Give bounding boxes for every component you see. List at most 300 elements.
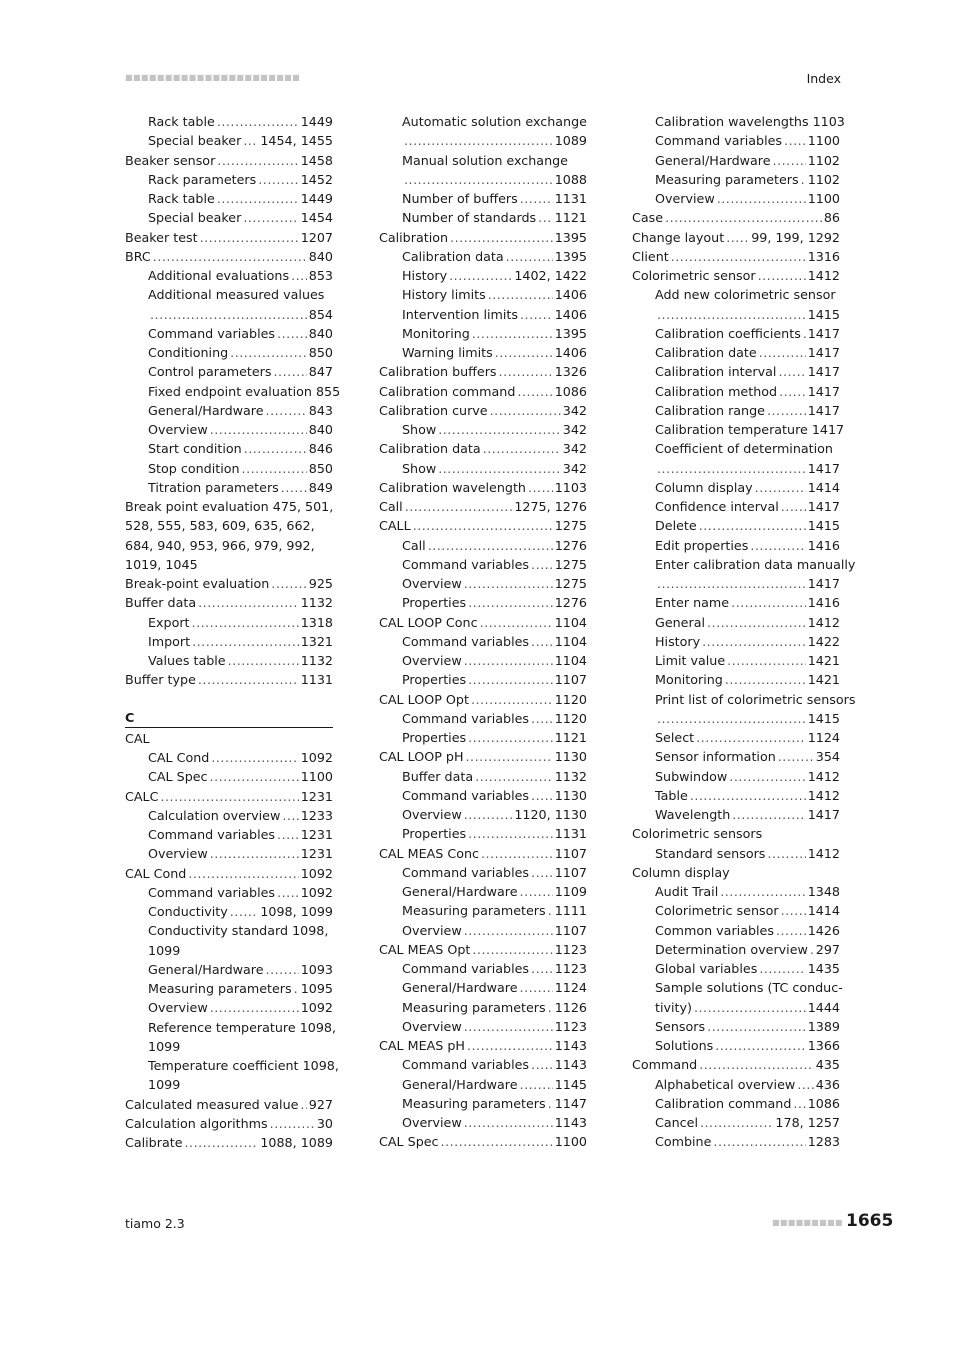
page-reference[interactable]: 1132 [554,768,587,784]
entry-term: General/Hardware [402,980,518,996]
index-subentry [632,151,840,170]
page-reference[interactable]: 1444 [807,999,840,1015]
page-reference[interactable]: 1121 [554,730,587,745]
entry-term: Show [402,422,437,437]
page-reference[interactable]: 1107 [554,922,587,938]
entry-term: Properties [402,730,467,745]
entry-line [655,670,840,689]
entry-line [402,112,587,131]
dot-leader [217,112,299,131]
entry-line [402,189,587,208]
index-entry [125,1095,333,1114]
page-reference[interactable]: 853 [308,268,333,283]
page-reference[interactable]: 1412 [807,614,840,630]
page-reference[interactable]: 1417 [807,499,840,514]
entry-line [148,632,333,651]
page-reference[interactable]: 1231 [300,788,333,804]
page-reference[interactable]: 1092 [300,750,333,765]
index-subentry [125,382,341,401]
entry-line [125,497,333,516]
page-reference[interactable]: 1104 [554,633,587,649]
page-reference[interactable]: 30 [316,1115,333,1131]
page-reference[interactable]: 850 [308,345,333,360]
page-reference[interactable]: 342 [562,402,587,418]
page-reference[interactable]: 1454, 1455 [260,133,333,149]
page-reference[interactable]: 1276 [554,537,587,553]
page-reference[interactable]: 1120 [554,710,587,726]
dot-leader [520,305,553,324]
index-entry [125,1133,333,1152]
page-reference[interactable]: 1435 [807,961,840,976]
entry-line [632,1055,840,1074]
page-reference[interactable]: 1100 [554,1134,587,1150]
dot-leader [750,536,805,555]
index-subentry [379,151,587,190]
entry-term: Conductivity [148,904,228,919]
dot-leader [702,632,806,651]
index-subentry [125,439,333,458]
index-subentry [632,478,840,497]
page-reference[interactable]: 1111 [554,903,587,919]
page-reference[interactable]: 1406 [554,287,587,303]
page-reference[interactable]: 1454 [300,210,333,226]
dot-leader [773,151,806,170]
dot-leader [438,420,561,439]
page-reference[interactable]: 843 [308,402,333,418]
page-reference[interactable]: 1120 [554,691,587,707]
index-subentry [125,1018,337,1057]
header-title: Index [806,71,841,86]
index-column-1 [125,112,341,1152]
index-subentry [379,998,587,1017]
page-reference[interactable]: 1395 [554,229,587,245]
page-reference[interactable]: 1426 [807,922,840,938]
index-subentry [632,131,840,150]
page-reference[interactable]: 1275, 1276 [514,499,587,514]
entry-term: Control parameters [148,364,272,380]
index-entry [379,1036,587,1055]
index-subentry [379,863,587,882]
entry-line [655,555,856,574]
page-reference[interactable]: 1395 [554,248,587,264]
index-subentry [632,805,840,824]
entry-term: Conditioning [148,345,229,360]
index-column-3 [632,112,856,1152]
index-subentry [125,324,333,343]
index-subentry [379,786,587,805]
page-reference[interactable]: 1147 [554,1095,587,1111]
entry-line [632,247,840,266]
entry-term: Calibration command [379,383,516,399]
page-reference[interactable]: 354 [815,749,840,765]
dot-leader [244,439,307,458]
page-reference[interactable]: 1417 [807,383,840,399]
page-reference[interactable]: 1412 [807,787,840,803]
page-reference[interactable]: 1417 [807,460,840,476]
page-reference[interactable]: 1086 [807,1095,840,1111]
entry-line [402,805,587,824]
page-reference[interactable]: 1415 [807,518,840,534]
index-subentry [632,170,840,189]
page-reference[interactable]: 840 [308,325,333,341]
page-reference[interactable]: 1092 [300,865,333,881]
page-reference[interactable]: 1366 [807,1038,840,1053]
entry-term: Buffer type [125,672,196,688]
entry-term: Command variables [655,133,783,149]
entry-line [402,921,587,940]
entry-term: Measuring parameters [655,171,799,187]
entry-term: Command variables [402,961,530,976]
page-reference[interactable]: 1416 [807,595,840,611]
page-reference[interactable]: 1123 [554,1018,587,1034]
dot-leader [506,247,553,266]
page-reference[interactable]: 178, 1257 [775,1115,840,1130]
page-reference[interactable]: 1098, 1099 [260,904,333,919]
page-reference[interactable]: 1107 [554,864,587,880]
page-reference[interactable]: 1348 [807,884,840,899]
page-reference[interactable]: 1452 [300,171,333,187]
entry-term: Calibration data [402,248,504,264]
page-reference[interactable]: 435 [815,1057,840,1073]
index-entry [379,382,587,401]
page-reference[interactable]: 1421 [807,653,840,668]
entry-term: Calibration command [655,1095,792,1111]
index-subentry [632,536,840,555]
page-reference[interactable]: 1095 [300,981,333,996]
entry-term: General [655,614,706,630]
entry-term: Measuring parameters [402,903,546,919]
page-reference[interactable]: 1414 [807,903,840,919]
dot-leader [548,1094,553,1113]
index-entry [125,497,333,574]
entry-line [379,747,587,766]
page-reference[interactable]: 925 [308,576,333,591]
dot-leader [230,902,259,921]
page-reference[interactable]: 854 [308,306,333,322]
entry-line [402,1094,587,1113]
page-reference[interactable]: 1102 [807,171,840,187]
entry-term: Calibrate [125,1135,183,1150]
dot-leader [520,1075,553,1094]
page-reference[interactable]: 436 [815,1076,840,1092]
entry-term: CALC [125,788,159,804]
dot-leader [464,574,553,593]
entry-term: CAL MEAS Opt [379,941,471,957]
entry-term: Calibration data [379,441,481,457]
page-reference[interactable]: 1124 [807,730,840,745]
entry-line [402,208,587,227]
page-reference[interactable]: 1123 [554,941,587,957]
entry-line [632,266,840,285]
index-subentry [632,516,840,535]
entry-line [655,1132,840,1151]
entry-line [125,151,333,170]
index-entry [125,864,333,883]
page-reference[interactable]: 1417 [807,345,840,360]
index-entry [379,401,587,420]
page-reference[interactable]: 1275 [554,518,587,534]
entry-line [148,1037,333,1056]
page-reference[interactable]: 1132 [300,595,333,611]
page-reference[interactable]: 1412 [807,845,840,861]
entry-line [655,516,840,535]
dot-leader [428,536,553,555]
entry-line [148,613,333,632]
index-subentry [379,1113,587,1132]
entry-term: Alphabetical overview [655,1076,796,1092]
page-reference[interactable]: 342 [562,441,587,457]
page-reference[interactable]: 1416 [807,537,840,553]
page-reference[interactable]: 1143 [554,1115,587,1130]
dot-leader [490,401,561,420]
entry-term: tivity) [655,999,692,1015]
dot-leader [781,901,806,920]
dot-leader [281,478,307,497]
page-reference[interactable]: 1088, 1089 [260,1135,333,1150]
index-subentry [125,902,333,921]
entry-line [148,1018,337,1037]
page-reference[interactable]: 1402, 1422 [514,268,587,283]
page-reference[interactable]: 1458 [300,152,333,168]
page-reference[interactable]: 1417 [807,325,840,341]
entry-line [148,941,333,960]
page-reference[interactable]: 1131 [554,826,587,842]
page-reference[interactable]: 1417 [807,807,840,822]
entry-line [148,998,333,1017]
page-reference[interactable]: 1100 [300,769,333,785]
index-subentry [379,1094,587,1113]
page-reference[interactable]: 1422 [807,633,840,649]
dot-leader [464,805,513,824]
page-reference[interactable]: 1102 [807,152,840,168]
page-reference[interactable]: 1283 [807,1134,840,1150]
page-reference[interactable]: 1412 [807,768,840,784]
page-reference[interactable]: 1104 [554,653,587,668]
index-subentry [632,1036,840,1055]
page-reference[interactable]: 855 [315,383,341,399]
page-reference[interactable]: 850 [308,460,333,476]
entry-term: Overview [148,1000,208,1016]
entry-line [402,593,587,612]
footer-product: tiamo 2.3 [125,1216,185,1231]
index-entry [379,690,587,709]
page-reference[interactable]: 1276 [554,595,587,611]
dot-leader [671,247,806,266]
entry-line [148,305,333,324]
page-reference[interactable]: 846 [308,441,333,457]
entry-line [655,362,840,381]
page-reference[interactable]: 86 [823,210,840,226]
dot-leader [538,208,553,227]
page-reference[interactable]: 1093 [300,961,333,977]
entry-term: CAL LOOP Conc [379,614,478,630]
page-reference[interactable]: 1417 [807,576,840,591]
page-reference[interactable]: 1132 [300,653,333,668]
index-subentry [379,112,587,151]
index-subentry [125,998,333,1017]
page-reference[interactable]: 1316 [807,248,840,264]
page-reference[interactable]: 342 [562,422,587,437]
entry-term: Measuring parameters [402,1095,546,1111]
page-reference[interactable]: 99, 199, 1292 [751,229,840,245]
dot-leader [784,131,806,150]
page-reference[interactable]: 1275 [554,556,587,572]
entry-line [402,632,587,651]
entry-term: Command variables [148,325,276,341]
page-reference[interactable]: 342 [562,460,587,476]
page-reference[interactable]: 1417 [811,422,845,437]
entry-line [402,882,587,901]
entry-term: Cancel [655,1115,698,1130]
page-reference[interactable]: 1123 [554,961,587,976]
entry-line [125,1114,333,1133]
entry-term: Standard sensors [655,845,766,861]
entry-term: Command variables [402,556,530,572]
entry-line [655,382,840,401]
page-reference[interactable]: 1121 [554,210,587,226]
dot-leader [778,362,805,381]
dot-leader [499,362,553,381]
page-reference[interactable]: 1207 [300,229,333,245]
entry-term: Global variables [655,961,758,976]
entry-term: Rack parameters [148,171,257,187]
page-reference[interactable]: 1417 [807,402,840,418]
page-reference[interactable]: 1143 [554,1057,587,1073]
page-reference[interactable]: 1130 [554,749,587,765]
entry-line [655,709,840,728]
entry-term: Properties [402,595,467,611]
page-reference[interactable]: 1126 [554,999,587,1015]
page-reference[interactable]: 840 [308,248,333,264]
page-reference[interactable]: 1389 [807,1018,840,1034]
entry-term: Enter name [655,595,730,611]
index-subentry [379,189,587,208]
page-reference[interactable]: 1100 [807,133,840,149]
page-reference[interactable]: 849 [308,479,333,495]
entry-term: 528, 555, 583, 609, 635, 662, [125,518,315,534]
entry-term: Determination overview [655,941,808,957]
index-entry [632,863,840,882]
page-reference[interactable]: 1131 [554,191,587,206]
index-subentry [125,459,333,478]
entry-line [655,882,840,901]
index-subentry [632,978,843,1017]
entry-term: Calibration temperature [655,422,808,437]
page-reference[interactable]: 1104 [554,614,587,630]
page-reference[interactable]: 1233 [300,807,333,823]
page-reference[interactable]: 1143 [554,1038,587,1053]
page-reference[interactable]: 1449 [300,114,333,129]
page-reference[interactable]: 1086 [554,383,587,399]
page-reference[interactable]: 1089 [554,133,587,149]
page-reference[interactable]: 1395 [554,325,587,341]
page-reference[interactable]: 1120, 1130 [514,807,587,822]
page-reference[interactable]: 297 [815,941,840,957]
index-subentry [632,940,840,959]
entry-term: Add new colorimetric sensor [655,287,836,303]
page-reference[interactable]: 1092 [300,1000,333,1016]
page-reference[interactable]: 1414 [807,479,840,495]
entry-line [402,767,587,786]
entry-term: Measuring parameters [402,999,546,1015]
entry-term: Subwindow [655,768,728,784]
entry-line [655,1113,840,1132]
page-reference[interactable]: 1109 [554,884,587,899]
entry-line [402,651,587,670]
entry-term: Measuring parameters [148,981,292,996]
page-reference[interactable]: 1131 [300,672,333,688]
entry-line [655,112,845,131]
page-reference[interactable]: 1107 [554,845,587,861]
entry-line [402,1075,587,1094]
dot-leader [480,613,553,632]
page-reference[interactable]: 1449 [300,191,333,206]
entry-line [379,497,587,516]
dot-leader [294,979,299,998]
entry-term: Select [655,730,695,745]
page-reference[interactable]: 1130 [554,787,587,803]
page-reference[interactable]: 1275 [554,576,587,591]
entry-term: Command variables [402,787,530,803]
entry-term: Command [632,1057,698,1073]
page-reference[interactable]: 1092 [300,884,333,900]
page-reference[interactable]: 847 [308,364,333,380]
dot-leader [217,151,298,170]
dot-leader [694,998,806,1017]
entry-term: Export [148,614,190,630]
page-reference[interactable]: 1417 [807,364,840,380]
page-reference[interactable]: 1318 [300,614,333,630]
index-subentry [125,112,333,131]
page-reference[interactable]: 1107 [554,672,587,688]
index-entry [125,670,333,689]
page-reference[interactable]: 1231 [300,846,333,862]
entry-line [148,921,333,940]
page-reference[interactable]: 1406 [554,345,587,360]
entry-line [402,343,587,362]
page-reference[interactable]: 927 [308,1096,333,1112]
entry-line [402,459,587,478]
page-reference[interactable]: 1421 [807,672,840,688]
page-reference[interactable]: 1415 [807,710,840,726]
page-reference[interactable]: 1412 [807,268,840,283]
dot-leader [200,228,299,247]
page-reference[interactable]: 1415 [807,306,840,322]
dot-leader [531,632,553,651]
index-subentry [125,189,333,208]
page-reference[interactable]: 1100 [807,191,840,206]
page-reference[interactable]: 1103 [812,114,845,129]
index-subentry [379,1075,587,1094]
entry-line [632,863,840,882]
page-reference[interactable]: 1326 [554,364,587,380]
page-reference[interactable]: 1406 [554,306,587,322]
entry-term: Additional measured values [148,287,325,303]
page-reference[interactable]: 1124 [554,980,587,996]
page-reference[interactable]: 1231 [300,827,333,842]
page-reference[interactable]: 1103 [554,479,587,495]
entry-term: Calibration interval [655,364,777,380]
entry-line [402,709,587,728]
dot-leader [198,593,299,612]
entry-line [402,786,587,805]
page-reference[interactable]: 1321 [300,633,333,649]
dot-leader [472,324,553,343]
page-reference[interactable]: 840 [308,422,333,437]
entry-line [655,343,840,362]
page-reference[interactable]: 1145 [554,1076,587,1092]
page-reference[interactable]: 1088 [554,171,587,187]
